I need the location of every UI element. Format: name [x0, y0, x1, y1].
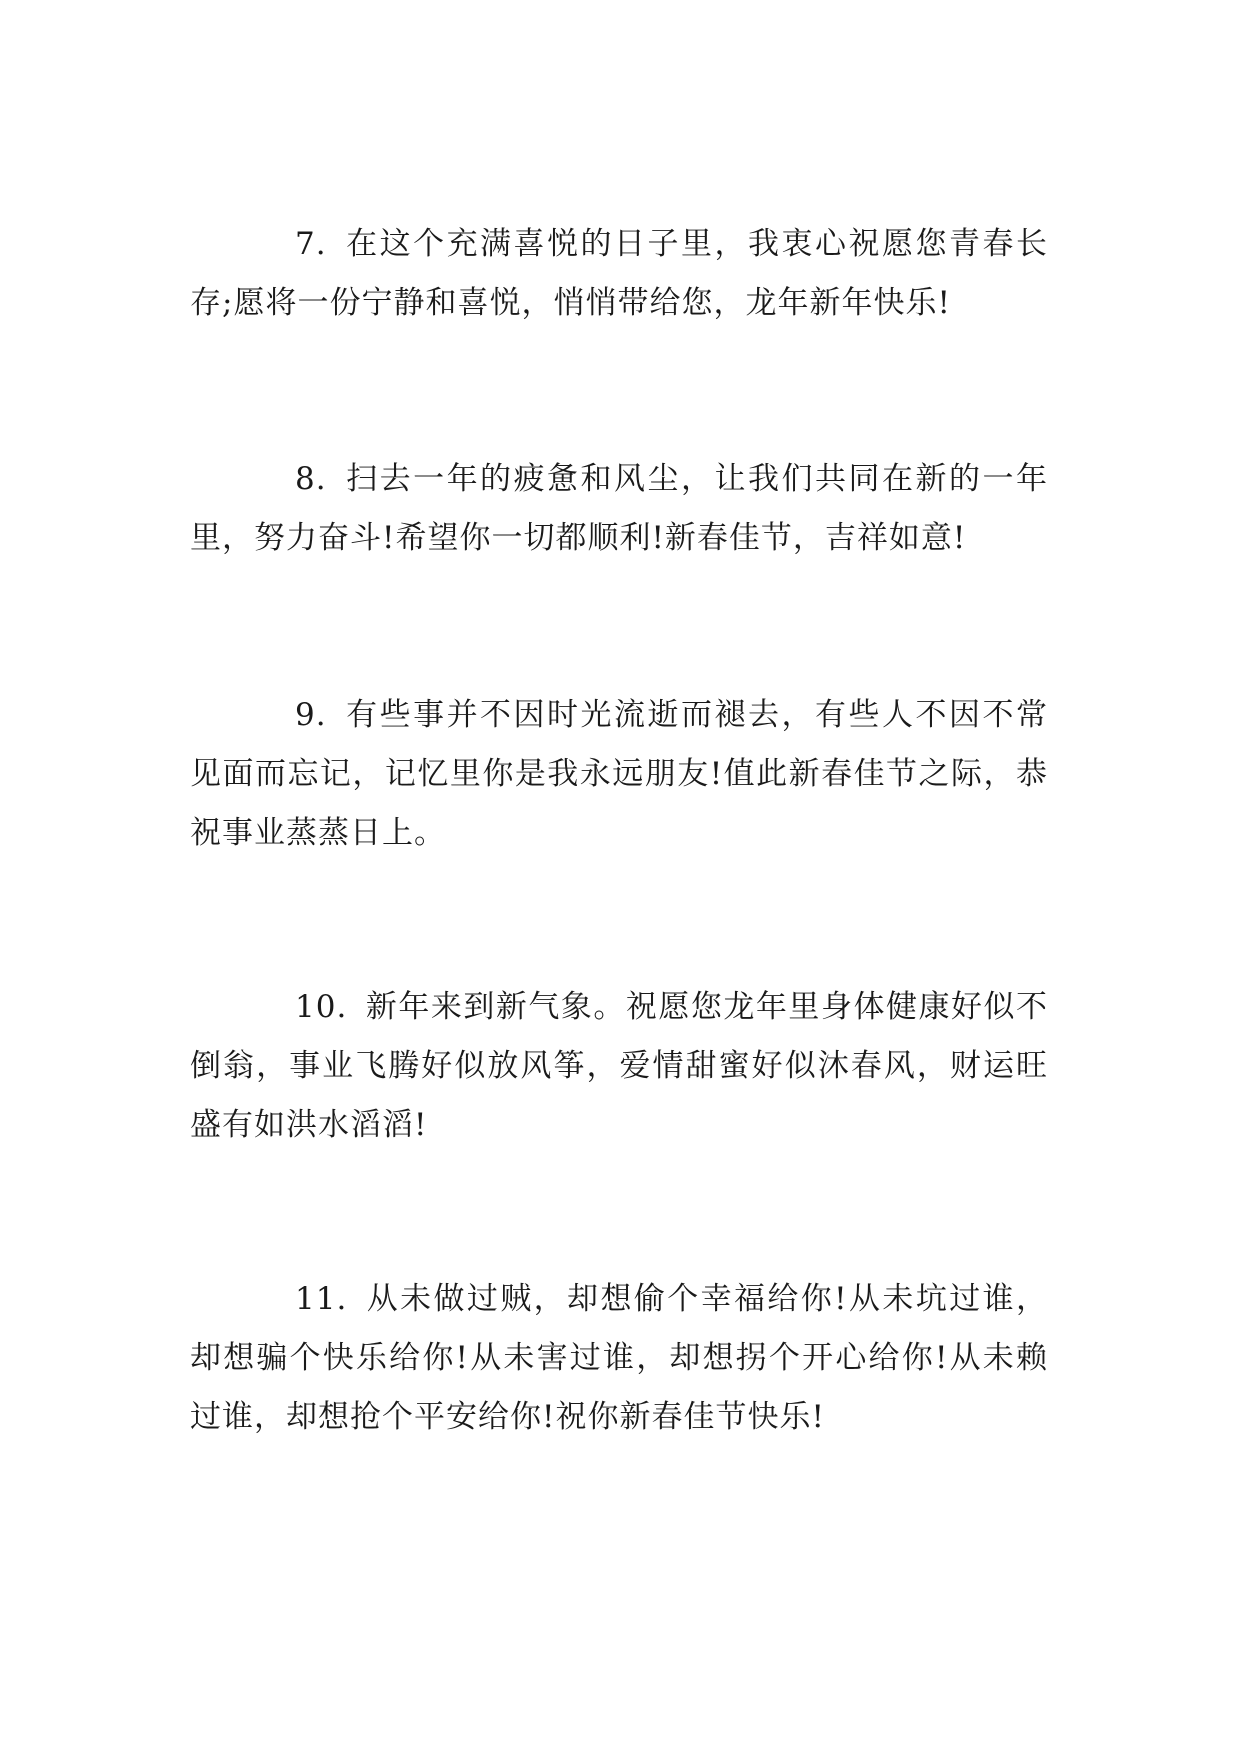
paragraph-9	[190, 686, 1048, 863]
paragraph-text: 扫去一年的疲惫和风尘，让我们共同在新的一年里，努力奋斗!希望你一切都顺利!新春佳节，吉祥如意!	[190, 461, 1048, 556]
paragraph-number: 9.	[295, 697, 327, 733]
paragraph-7	[190, 215, 1048, 333]
paragraph-number: 8.	[295, 461, 327, 497]
paragraph-text: 有些事并不因时光流逝而褪去，有些人不因不常见面而忘记，记忆里你是我永远朋友!值此新春佳节之际，恭祝事业蒸蒸日上。	[190, 697, 1048, 851]
paragraph-number: 7.	[295, 226, 327, 262]
paragraph-text: 从未做过贼，却想偷个幸福给你!从未坑过谁，却想骗个快乐给你!从未害过谁，却想拐个开心给你!从未赖过谁，却想抢个平安给你!祝你新春佳节快乐!	[190, 1281, 1048, 1435]
paragraph-10	[190, 978, 1048, 1155]
paragraph-number: 11.	[295, 1281, 348, 1317]
paragraph-text: 在这个充满喜悦的日子里，我衷心祝愿您青春长存;愿将一份宁静和喜悦，悄悄带给您，龙年新年快乐!	[190, 226, 1048, 321]
paragraph-11	[190, 1270, 1048, 1447]
paragraph-number: 10.	[295, 989, 348, 1025]
paragraph-8	[190, 450, 1048, 568]
paragraph-text: 新年来到新气象。祝愿您龙年里身体健康好似不倒翁，事业飞腾好似放风筝，爱情甜蜜好似沐春风，财运旺盛有如洪水滔滔!	[190, 989, 1048, 1143]
